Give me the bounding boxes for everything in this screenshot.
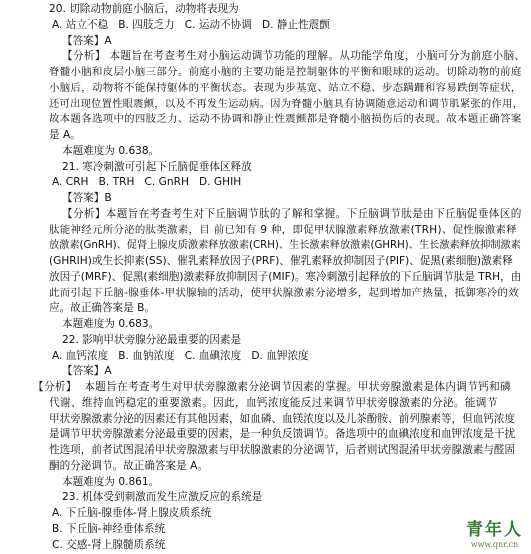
- question-22-options: A. 血钙浓度 B. 血钠浓度 C. 血碘浓度 D. 血钾浓度: [52, 349, 309, 362]
- question-21-analysis-line: 放因子(MRF)、促黑(素细胞)激素释放抑制因子(MIF)。寒冷刺激引起释放的下丘脑调节肽是 TRH，由: [49, 270, 522, 283]
- question-22-analysis-line: 代谢、维持血钙稳定的重要激素。因此，血钙浓度能反过来调节甲状旁腺激素的分泌。能调节: [49, 396, 498, 409]
- watermark-logo-text: 青年人: [466, 520, 523, 540]
- question-23-stem: 23. 机体受到刺激而发生应激反应的系统是: [62, 491, 263, 504]
- question-21-analysis-line: 肽能神经元所分泌的肽类激素，目 前已知有 9 种，即促甲状腺激素释放激素(TRH)、促性腺激素释: [49, 223, 518, 236]
- question-21-stem: 21. 寒冷刺激可引起下丘脑促垂体区释放: [62, 160, 252, 173]
- question-20-stem: 20. 切除动物前庭小脑后，动物将表现为: [49, 3, 239, 15]
- question-22-stem: 22. 影响甲状旁腺分泌最重要的因素是: [62, 333, 242, 346]
- question-23-option-b: B. 下丘脑-神经垂体系统: [52, 522, 166, 535]
- question-20-analysis-line: 脊髓小脑和皮层小脑三部分。前庭小脑的主要功能是控制躯体的平衡和眼球的运动。切除动物的前庭: [49, 66, 522, 78]
- question-20-difficulty: 本题难度为 0.638。: [62, 144, 160, 157]
- question-20-answer: 【答案】A: [62, 34, 112, 47]
- question-21-analysis-line: 【分析】本题旨在考查考生对下丘脑调节肽的了解和掌握。下丘脑调节肽是由下丘脑促垂体区的: [62, 207, 522, 220]
- question-20-analysis-line: 是 A。: [49, 129, 81, 141]
- question-21-difficulty: 本题难度为 0.683。: [62, 318, 160, 330]
- question-21-answer: 【答案】B: [62, 192, 112, 204]
- question-21-analysis-line: (GHRIH)或生长抑素(SS)、催乳素释放因子(PRF)、催乳素释放抑制因子(PIF)、促黑(素细胞)激素释: [49, 255, 513, 267]
- question-22-analysis-line: 酮的分泌调节。故正确答案是 A。: [49, 459, 208, 472]
- question-23-option-c: C. 交感-肾上腺髓质系统: [52, 538, 166, 551]
- question-22-difficulty: 本题难度为 0.861。: [62, 475, 160, 488]
- question-20-analysis-line: 还可出现位置性眼震颤，以及不再发生运动病。因为脊髓小脑具有协调随意运动和调节肌紧张的作用，: [49, 98, 524, 110]
- watermark-url: www.qnr.cn: [470, 540, 519, 549]
- question-21-options: A. CRH B. TRH C. GnRH D. GHIH: [52, 176, 242, 189]
- question-22-analysis-line: 性选项，前者试图混淆甲状旁腺激素与甲状腺激素的分泌调节，后者则试图混淆甲状旁腺激素与醛固: [49, 444, 516, 456]
- question-21-analysis-line: 应。故正确答案是 B。: [49, 302, 155, 315]
- question-20-options: A. 站立不稳 B. 四肢乏力 C. 运动不协调 D. 静止性震颤: [52, 18, 330, 31]
- question-20-analysis-line: 【分析】 本题旨在考查考生对小脑运动调节功能的理解。从功能学角度，小脑可分为前庭小脑、: [62, 50, 526, 63]
- question-20-analysis-line: 小脑后，动物将不能保持躯体的平衡状态。表现为步基宽、站立不稳、步态蹒跚和容易跌倒等症状，: [49, 81, 522, 94]
- question-20-analysis-line: 故本题各选项中的四肢乏力、运动不协调和静止性震颤都是脊髓小脑损伤后的表现。故本题正确答案: [49, 113, 522, 126]
- question-21-analysis-line: 此而引起下丘脑-腺垂体-甲状腺轴的活动，使甲状腺激素分泌增多，起到增加产热量，抵御寒冷的效: [49, 286, 520, 299]
- site-watermark: [466, 521, 523, 549]
- question-22-analysis-line: 是调节甲状旁腺激素分泌最重要的因素，是一种负反馈调节。备选项中的血碘浓度和血钾浓度是干扰: [49, 428, 516, 441]
- question-23-option-a: A. 下丘脑-腺垂体-肾上腺皮质系统: [52, 507, 212, 519]
- question-22-answer: 【答案】A: [62, 365, 112, 378]
- question-22-analysis-line: 【分析】 本题旨在考查考生对甲状旁腺激素分泌调节因素的掌握。甲状旁腺激素是体内调节钙和磷: [33, 381, 512, 393]
- question-22-analysis-line: 甲状旁腺激素分泌的因素还有其他因素，如血磷、血镁浓度以及儿茶酚胺、前列腺素等，但血钙浓度: [49, 412, 516, 425]
- question-21-analysis-line: 放激素(GnRH)、促肾上腺皮质激素释放激素(CRH)、生长激素释放激素(GHRH)、生长激素释放抑制激素: [49, 240, 521, 252]
